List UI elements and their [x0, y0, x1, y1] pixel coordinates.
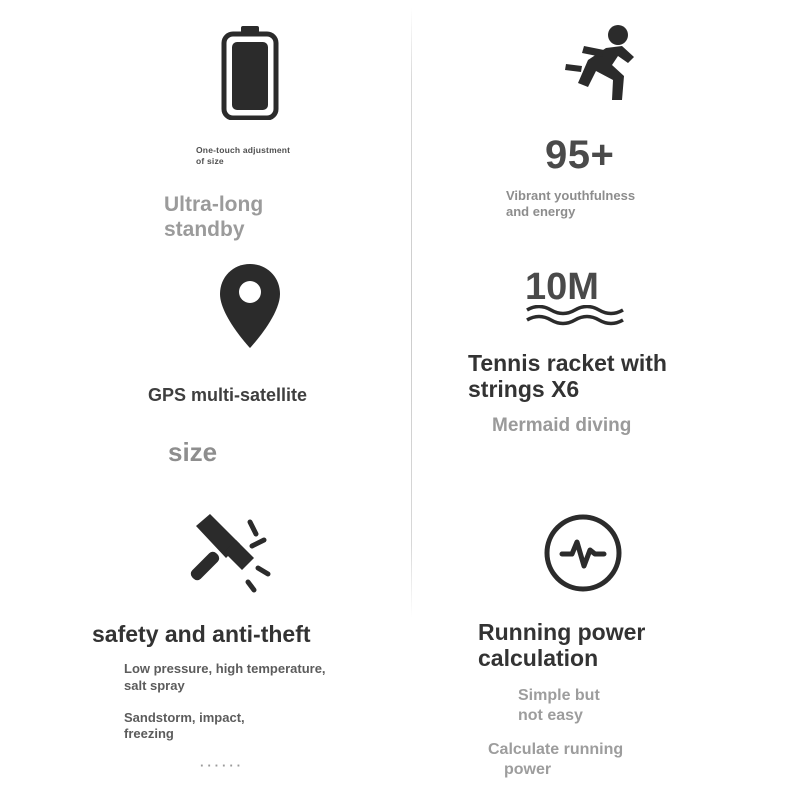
feature-cell-waterproof — [440, 252, 780, 492]
gps-title: GPS multi-satellite — [148, 385, 308, 405]
vibrant-sub-line2: and energy — [506, 204, 576, 220]
feature-cell-running-power — [440, 500, 780, 790]
running-power-sub-line1: Simple but — [518, 686, 600, 704]
anti-theft-sub-line1: Low pressure, high temperature, — [124, 661, 326, 677]
anti-theft-sub2-line1: Sandstorm, impact, — [124, 709, 245, 725]
battery-tiny-line2: of size — [196, 156, 224, 167]
running-power-sub2-line1: Calculate running — [488, 740, 624, 758]
ellipsis-dots: ······ — [200, 758, 244, 774]
location-pin-icon — [100, 252, 400, 357]
10m-waves-icon — [525, 252, 780, 332]
running-power-sub2-line2: power — [504, 760, 552, 778]
running-power-sub-line2: not easy — [518, 706, 583, 724]
feature-cell-gps — [100, 252, 400, 492]
waterproof-sub: Mermaid diving — [492, 414, 632, 436]
vibrant-sub-line1: Vibrant youthfulness — [506, 188, 636, 203]
feature-cell-anti-theft — [60, 500, 400, 790]
running-power-title-line2: calculation — [478, 645, 599, 672]
gps-word: size — [168, 436, 218, 467]
running-power-title-line1: Running power — [478, 619, 646, 645]
battery-title-line2: standby — [164, 217, 245, 241]
battery-tiny-line1: One-touch adjustment — [196, 145, 291, 155]
hammer-break-icon — [60, 500, 400, 599]
anti-theft-sub-line2: salt spray — [124, 677, 185, 693]
anti-theft-sub2-line2: freezing — [124, 726, 174, 742]
waterproof-number: 10M — [525, 266, 599, 308]
vertical-divider — [411, 8, 412, 618]
battery-icon — [100, 10, 400, 125]
feature-cell-vibrant — [440, 10, 770, 240]
waterproof-title-line1: Tennis racket with — [468, 350, 667, 376]
anti-theft-title: safety and anti-theft — [92, 621, 311, 647]
feature-cell-battery — [100, 10, 400, 240]
waterproof-title-line2: strings X6 — [468, 376, 580, 403]
battery-title-line1: Ultra-long — [164, 193, 264, 217]
heart-rate-circle-icon — [440, 500, 780, 599]
vibrant-number: 95+ — [545, 133, 615, 177]
running-person-icon — [440, 10, 770, 115]
